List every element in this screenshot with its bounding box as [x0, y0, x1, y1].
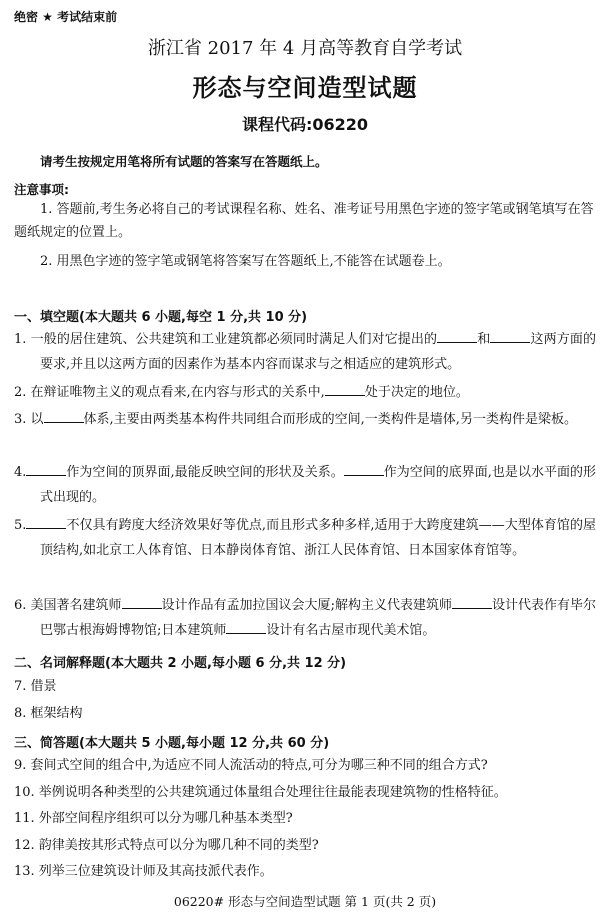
question-item [14, 407, 596, 432]
question-text: 作为空间的底界面,也是以水平面的形式出现的。 [40, 465, 596, 505]
answer-instruction: 请考生按规定用笔将所有试题的答案写在答题纸上。 [40, 154, 328, 169]
question-item [14, 380, 596, 405]
answer-blank [44, 410, 84, 423]
question-item [14, 513, 596, 563]
question-text: 1. 一般的居住建筑、公共建筑和工业建筑都必须同时满足人们对它提出的 [14, 332, 438, 347]
question-item: 8. 框架结构 [14, 706, 83, 721]
question-text: 和 [477, 332, 491, 347]
question-item: 11. 外部空间程序组织可以分为哪几种基本类型? [14, 811, 293, 826]
question-text: 作为空间的顶界面,最能反映空间的形状及关系。 [66, 465, 344, 480]
note-item: 2. 用黑色字迹的签字笔或钢笔将答案写在答题纸上,不能答在试题卷上。 [40, 254, 451, 269]
question-text: 这两方面的要求,并且以这两方面的因素作为基本内容而谋求与之相适应的建筑形式。 [40, 332, 596, 372]
answer-blank [344, 463, 384, 476]
section-heading-term-definition: 二、名词解释题(本大题共 2 小题,每小题 6 分,共 12 分) [14, 656, 347, 671]
section-heading-short-answer: 三、简答题(本大题共 5 小题,每小题 12 分,共 60 分) [14, 736, 330, 751]
note-item: 1. 答题前,考生务必将自己的考试课程名称、姓名、准考证号用黑色字迹的签字笔或钢笔填写在答题纸规定的位置上。 [14, 202, 594, 240]
answer-blank [452, 596, 492, 609]
question-text: 体系,主要由两类基本构件共同组合而形成的空间,一类构件是墙体,另一类构件是梁板。 [83, 412, 577, 427]
question-item: 7. 借景 [14, 679, 57, 694]
section-heading-fill-blank: 一、填空题(本大题共 6 小题,每空 1 分,共 10 分) [14, 310, 308, 325]
answer-blank [226, 621, 266, 634]
answer-blank [325, 383, 365, 396]
paper-title: 形态与空间造型试题 [192, 74, 418, 102]
question-item: 12. 韵律美按其形式特点可以分为哪几种不同的类型? [14, 838, 319, 853]
notes-heading: 注意事项: [14, 182, 69, 197]
question-text: 6. 美国著名建筑师 [14, 598, 122, 613]
question-text: 设计作品有孟加拉国议会大厦;解构主义代表建筑师 [161, 598, 452, 613]
answer-blank [26, 463, 66, 476]
question-text: 2. 在辩证唯物主义的观点看来,在内容与形式的关系中, [14, 385, 325, 400]
question-text: 设计有名古屋市现代美术馆。 [266, 623, 436, 638]
question-text: 4. [14, 465, 27, 480]
question-item: 10. 举例说明各种类型的公共建筑通过体量组合处理往往最能表现建筑物的性格特征。 [14, 785, 507, 800]
question-item: 13. 列举三位建筑设计师及其高技派代表作。 [14, 864, 273, 879]
answer-blank [437, 330, 477, 343]
question-item [14, 460, 596, 510]
question-text: 处于决定的地位。 [364, 385, 469, 400]
answer-blank [122, 596, 162, 609]
question-text: 5. [14, 518, 27, 533]
course-code: 课程代码:06220 [241, 115, 369, 134]
answer-blank [26, 516, 66, 529]
question-text: 设计代表作有毕尔巴鄂古根海姆博物馆;日本建筑师 [40, 598, 596, 638]
confidential-label: 绝密 ★ 考试结束前 [14, 10, 118, 24]
exam-title: 浙江省 2017 年 4 月高等教育自学考试 [147, 38, 463, 59]
question-text: 不仅具有跨度大经济效果好等优点,而且形式多种多样,适用于大跨度建筑——大型体育馆的屋顶结构,如北京工人体育馆、日本静岗体育馆、浙江人民体育馆、日本国家体育馆等。 [40, 518, 596, 558]
question-item: 9. 套间式空间的组合中,为适应不同人流活动的特点,可分为哪三种不同的组合方式? [14, 758, 488, 773]
answer-blank [490, 330, 530, 343]
question-text: 3. 以 [14, 412, 44, 427]
question-item [14, 593, 596, 643]
question-item [14, 327, 596, 377]
page-footer: 06220# 形态与空间造型试题 第 1 页(共 2 页) [173, 894, 437, 909]
